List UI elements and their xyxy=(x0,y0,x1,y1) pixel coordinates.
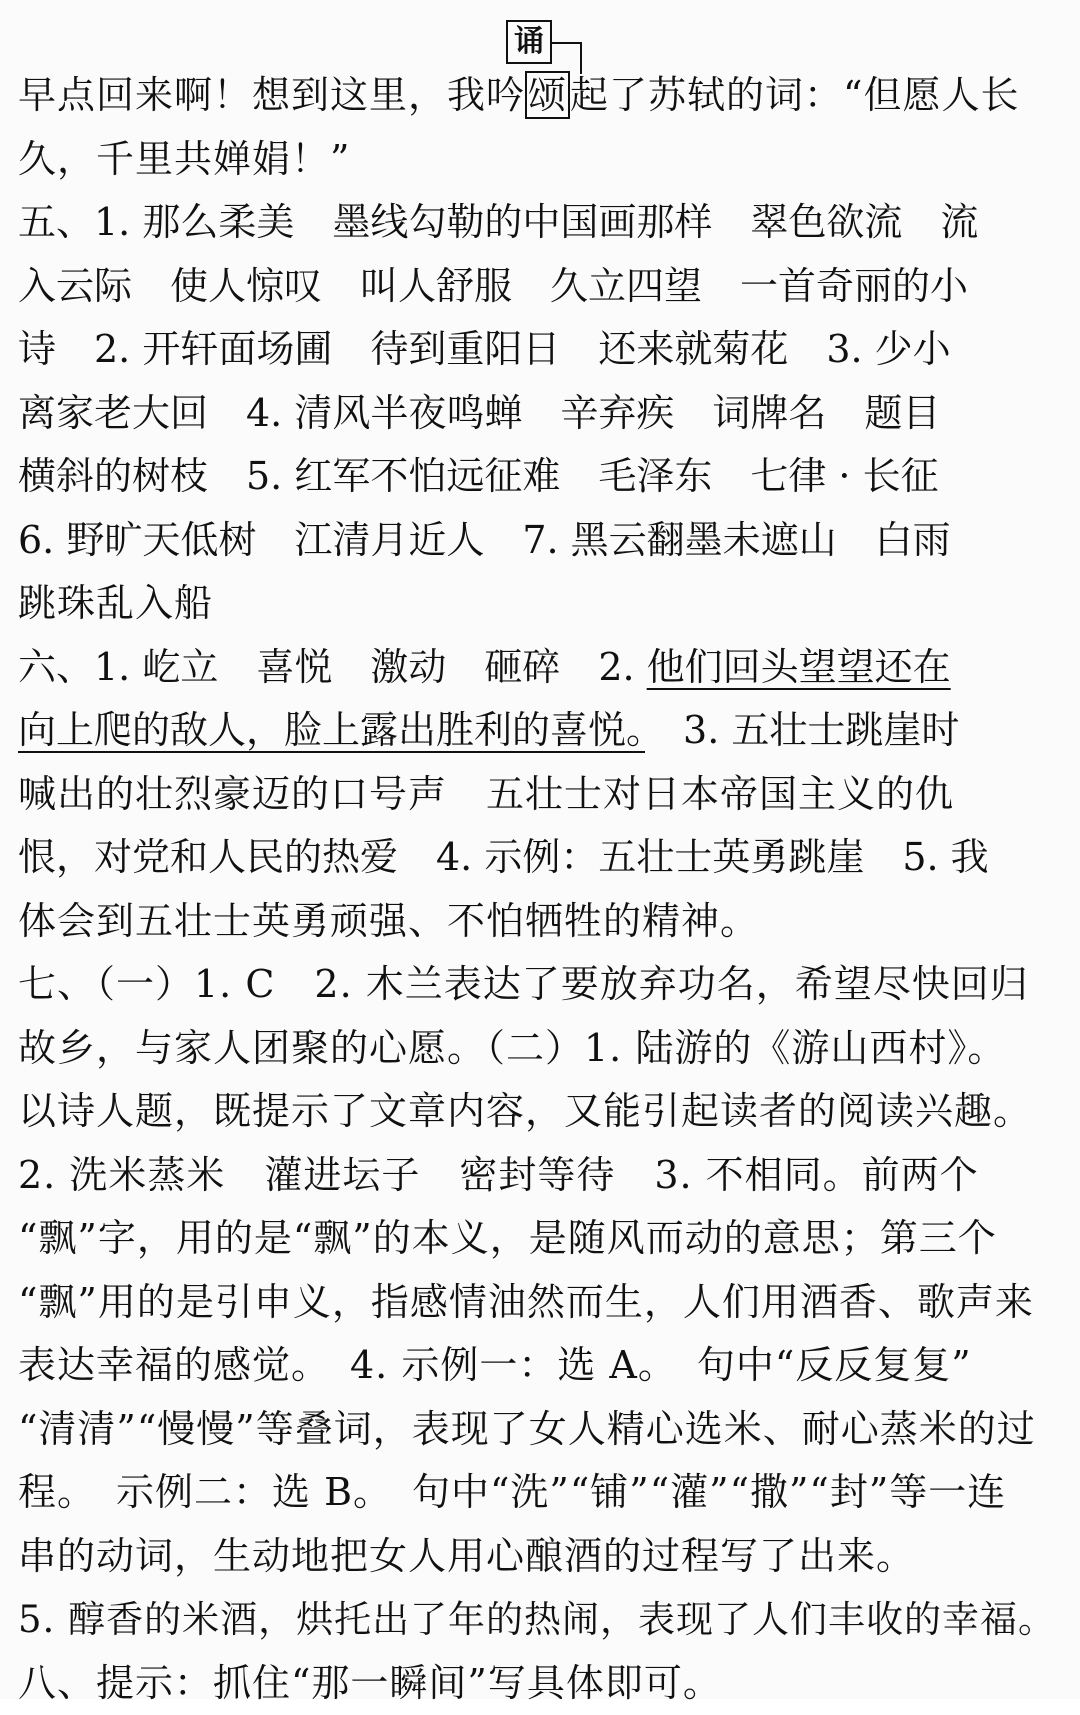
text-line-4: 入云际 使人惊叹 叫人舒服 久立四望 一首奇丽的小 xyxy=(18,255,1062,319)
text-line-19: “飘”字，用的是“飘”的本义，是随风而动的意思；第三个 xyxy=(18,1207,1062,1271)
correction-line xyxy=(550,42,580,44)
text-line-18: 2. 洗米蒸米 灌进坛子 密封等待 3. 不相同。前两个 xyxy=(18,1144,1062,1208)
text-line-23: 程。 示例二：选 B。 句中“洗”“铺”“灌”“撒”“封”等一连 xyxy=(18,1461,1062,1525)
text-line-8: 6. 野旷天低树 江清月近人 7. 黑云翻墨未遮山 白雨 xyxy=(18,509,1062,573)
text-line-section-6: 六、1. 屹立 喜悦 激动 砸碎 2. 他们回头望望还在 xyxy=(18,636,1062,700)
text-line-22: “清清”“慢慢”等叠词，表现了女人精心选米、耐心蒸米的过 xyxy=(18,1398,1062,1462)
text-line-9: 跳珠乱入船 xyxy=(18,572,1062,636)
text-line-16: 故乡，与家人团聚的心愿。（二）1. 陆游的《游山西村》。 xyxy=(18,1017,1062,1081)
boxed-character: 颂 xyxy=(525,71,570,119)
text-line-2: 久，千里共婵娟！” xyxy=(18,128,1062,192)
text-line-13: 恨，对党和人民的热爱 4. 示例：五壮士英勇跳崖 5. 我 xyxy=(18,826,1062,890)
answer-text-block xyxy=(18,64,1062,1715)
text-line-25: 5. 醇香的米酒，烘托出了年的热闹，表现了人们丰收的幸福。 xyxy=(18,1588,1062,1652)
correction-boxed-char: 诵 xyxy=(506,20,552,64)
text-line-section-8: 八、提示：抓住“那一瞬间”写具体即可。 xyxy=(18,1652,1062,1715)
underlined-sentence-end: 向上爬的敌人，脸上露出胜利的喜悦。 xyxy=(18,708,645,752)
text-line-12: 喊出的壮烈豪迈的口号声 五壮士对日本帝国主义的仇 xyxy=(18,763,1062,827)
text-line-24: 串的动词，生动地把女人用心酿酒的过程写了出来。 xyxy=(18,1525,1062,1589)
text-line-1: 早点回来啊！想到这里，我吟颂起了苏轼的词：“但愿人长 xyxy=(18,64,1062,128)
text-line-section-5: 五、1. 那么柔美 墨线勾勒的中国画那样 翠色欲流 流 xyxy=(18,191,1062,255)
text-line-7: 横斜的树枝 5. 红军不怕远征难 毛泽东 七律 · 长征 xyxy=(18,445,1062,509)
text-line-6: 离家老大回 4. 清风半夜鸣蝉 辛弃疾 词牌名 题目 xyxy=(18,382,1062,446)
text-line-17: 以诗人题，既提示了文章内容，又能引起读者的阅读兴趣。 xyxy=(18,1080,1062,1144)
text-line-14: 体会到五壮士英勇顽强、不怕牺牲的精神。 xyxy=(18,890,1062,954)
text-line-11: 向上爬的敌人，脸上露出胜利的喜悦。 3. 五壮士跳崖时 xyxy=(18,699,1062,763)
text-line-20: “飘”用的是引申义，指感情油然而生，人们用酒香、歌声来 xyxy=(18,1271,1062,1335)
underlined-sentence-start: 他们回头望望还在 xyxy=(647,645,951,689)
text-line-section-7: 七、（一）1. C 2. 木兰表达了要放弃功名，希望尽快回归 xyxy=(18,953,1062,1017)
text-line-21: 表达幸福的感觉。 4. 示例一：选 A。 句中“反反复复” xyxy=(18,1334,1062,1398)
text-line-5: 诗 2. 开轩面场圃 待到重阳日 还来就菊花 3. 少小 xyxy=(18,318,1062,382)
